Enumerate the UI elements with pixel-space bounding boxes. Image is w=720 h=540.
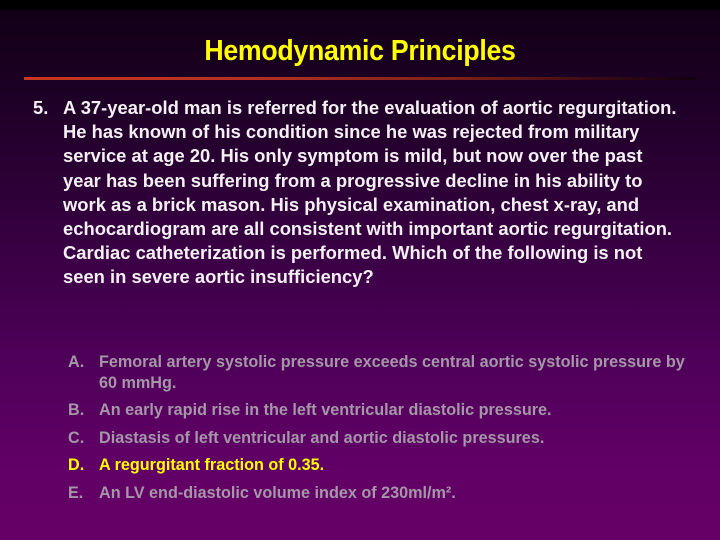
option-d-correct-answer (68, 455, 698, 476)
question-block (33, 96, 693, 290)
option-letter: E. (68, 483, 84, 502)
option-b (68, 400, 698, 421)
option-letter: B. (68, 401, 85, 419)
option-text: Femoral artery systolic pressure exceeds central aortic systolic pressure by 60 mmHg. (99, 353, 685, 392)
question-number: 5. (33, 97, 49, 118)
title-divider (24, 77, 696, 80)
slide (0, 10, 720, 540)
option-letter: C. (68, 428, 85, 447)
option-text: Diastasis of left ventricular and aortic diastolic pressures. (99, 428, 545, 447)
option-text: An LV end-diastolic volume index of 230ml/m². (99, 483, 456, 502)
option-text: A regurgitant fraction of 0.35. (99, 456, 325, 474)
option-e (68, 483, 698, 504)
option-text: An early rapid rise in the left ventricular diastolic pressure. (99, 401, 552, 419)
option-c (68, 428, 698, 449)
option-letter: D. (68, 456, 85, 474)
answer-options (68, 352, 698, 510)
question-text: A 37-year-old man is referred for the evaluation of aortic regurgitation. He has known of his condition since he was rejected from military service at age 20. His only symptom is mild, but now over the past year has been suffering from a progressive decline in his ability to work as a brick mason. His physical examination, chest x-ray, and echocardiogram are all consistent with important aortic regurgitation. Cardiac catheterization is performed. Which of the following is not seen in severe aortic insufficiency? (63, 97, 677, 288)
option-a (68, 352, 698, 393)
option-letter: A. (68, 353, 85, 371)
slide-title: Hemodynamic Principles (204, 35, 516, 67)
